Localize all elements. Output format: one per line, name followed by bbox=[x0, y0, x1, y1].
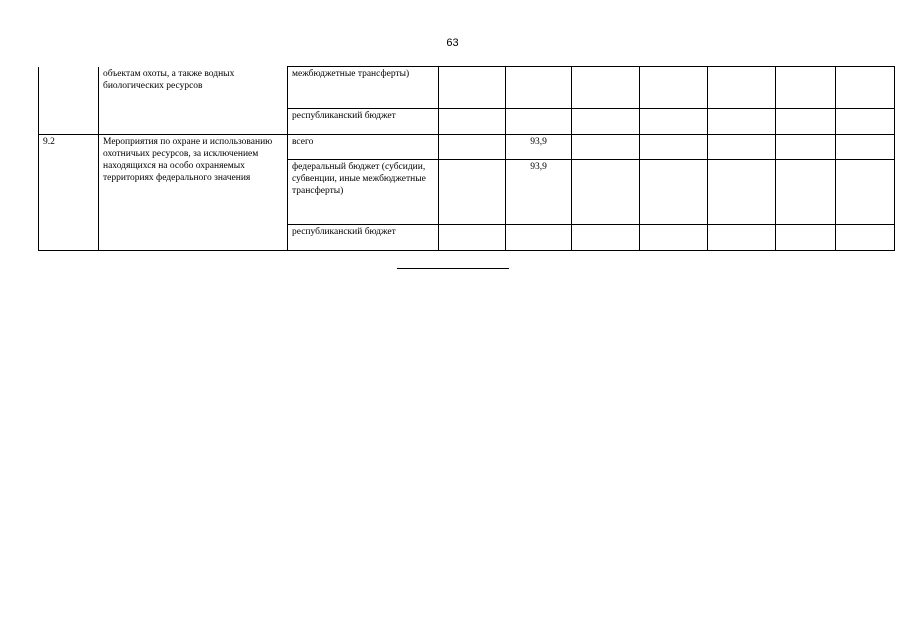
funding-source: всего bbox=[288, 135, 439, 160]
row-number: 9.2 bbox=[39, 135, 99, 251]
activity-name: Мероприятия по охране и использованию охотничьих ресурсов, за исключением находящихся на особо охраняемых территориях федерального значения bbox=[99, 135, 288, 251]
value-cell bbox=[572, 225, 640, 251]
funding-source: федеральный бюджет (субсидии, субвенции, иные межбюджетные трансферты) bbox=[288, 160, 439, 225]
value-cell bbox=[640, 160, 708, 225]
value-cell bbox=[708, 160, 776, 225]
value-cell bbox=[439, 225, 506, 251]
page-number: 63 bbox=[446, 37, 459, 49]
value-cell bbox=[439, 109, 506, 135]
value-cell bbox=[439, 135, 506, 160]
value-cell bbox=[708, 135, 776, 160]
table-row bbox=[39, 135, 895, 160]
value-cell bbox=[572, 109, 640, 135]
value-cell bbox=[506, 225, 572, 251]
value-cell bbox=[836, 109, 895, 135]
funding-source: республиканский бюджет bbox=[288, 109, 439, 135]
budget-table bbox=[38, 66, 895, 251]
value-cell bbox=[439, 67, 506, 109]
value-cell bbox=[572, 67, 640, 109]
value-cell bbox=[836, 135, 895, 160]
value-cell bbox=[708, 225, 776, 251]
value-cell bbox=[640, 135, 708, 160]
value-cell bbox=[572, 160, 640, 225]
value-cell bbox=[776, 225, 836, 251]
value-cell bbox=[708, 67, 776, 109]
row-number bbox=[39, 67, 99, 135]
value-cell bbox=[776, 67, 836, 109]
value-cell bbox=[776, 109, 836, 135]
value-cell: 93,9 bbox=[506, 135, 572, 160]
value-cell bbox=[836, 67, 895, 109]
value-cell bbox=[776, 160, 836, 225]
value-cell bbox=[836, 160, 895, 225]
value-cell bbox=[506, 109, 572, 135]
value-cell: 93,9 bbox=[506, 160, 572, 225]
footnote-divider bbox=[397, 268, 509, 269]
value-cell bbox=[640, 109, 708, 135]
value-cell bbox=[640, 225, 708, 251]
value-cell bbox=[506, 67, 572, 109]
value-cell bbox=[640, 67, 708, 109]
table-row bbox=[39, 67, 895, 109]
value-cell bbox=[439, 160, 506, 225]
value-cell bbox=[708, 109, 776, 135]
value-cell bbox=[776, 135, 836, 160]
activity-name: объектам охоты, а также водных биологических ресурсов bbox=[99, 67, 288, 135]
value-cell bbox=[572, 135, 640, 160]
funding-source: межбюджетные трансферты) bbox=[288, 67, 439, 109]
value-cell bbox=[836, 225, 895, 251]
funding-source: республиканский бюджет bbox=[288, 225, 439, 251]
